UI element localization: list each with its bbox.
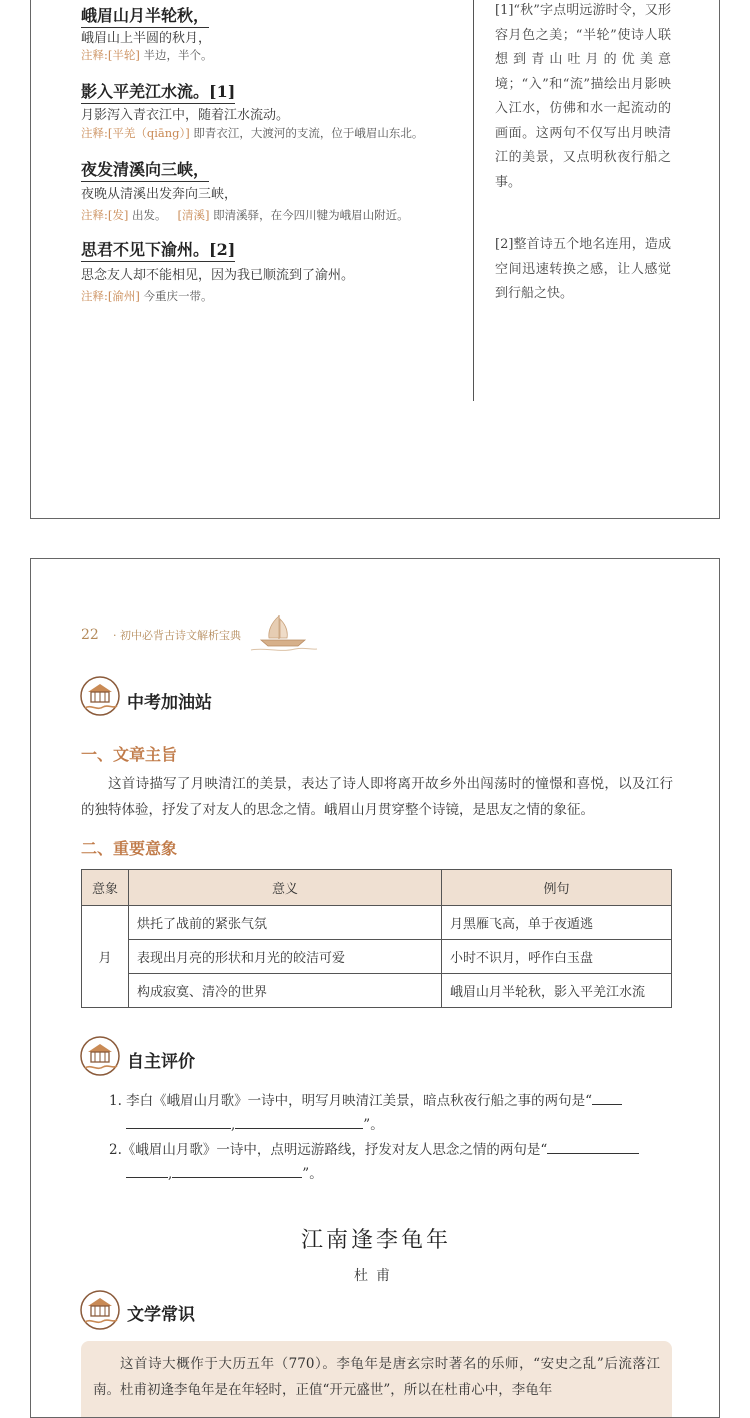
question-2-line-2: , ”。: [126, 1162, 323, 1182]
table-header-row: [82, 870, 672, 906]
top-page: [30, 0, 720, 519]
example-cell: 峨眉山月半轮秋，影入平羌江水流: [442, 974, 672, 1008]
page-number: 22: [81, 627, 99, 643]
side-note-1: [1]“秋”字点明远游时令，又形容月色之美；“半轮”使诗人联想到青山吐月的优美意境；“入”和“流”描绘出月影映入江水，仿佛和水一起流动的画面。这两句不仅写出月映清江的美景，又点明秋夜行船之事。: [495, 3, 671, 190]
verse-note-4: 注释:[渝州] 今重庆一带。: [81, 289, 213, 303]
page-22: [30, 558, 720, 1418]
answer-blank[interactable]: [547, 1141, 639, 1154]
example-cell: 月黑雁飞高，单于夜遁逃: [442, 906, 672, 940]
verse-line-4: 思君不见下渝州。[2]: [81, 237, 235, 262]
verse-translation-3: 夜晚从清溪出发奔向三峡，: [81, 187, 238, 202]
column-divider: [473, 0, 474, 401]
table-row: [82, 940, 672, 974]
answer-blank[interactable]: [172, 1165, 302, 1178]
answer-blank[interactable]: [592, 1092, 622, 1105]
question-2-line-1: 2.《峨眉山月歌》一诗中，点明远游路线，抒发对友人思念之情的两句是“: [109, 1138, 639, 1158]
question-1-line-1: 1. 李白《峨眉山月歌》一诗中，明写月映清江美景，暗点秋夜行船之事的两句是“: [109, 1089, 622, 1109]
pavilion-badge-icon: [79, 1035, 121, 1077]
section-title-literature: 文学常识: [127, 1305, 195, 1325]
theme-paragraph: 这首诗描写了月映清江的美景，表达了诗人即将离开故乡外出闯荡时的憧憬和喜悦，以及江行的独特体验，抒发了对友人的思念之情。峨眉山月贯穿整个诗镜，是思友之情的象征。: [81, 776, 673, 818]
meaning-cell: 表现出月亮的形状和月光的皎洁可爱: [129, 940, 442, 974]
subheading-imagery: 二、重要意象: [81, 839, 178, 858]
verse-note-2: 注释:[平羌（qiāng）] 即青衣江，大渡河的支流，位于峨眉山东北。: [81, 126, 424, 140]
pavilion-badge-icon: [79, 675, 121, 717]
verse-line-1: 峨眉山月半轮秋，: [81, 3, 209, 28]
verse-line-3: 夜发清溪向三峡，: [81, 157, 209, 182]
answer-blank[interactable]: [126, 1116, 231, 1129]
section-title-jiayouzhan: 中考加油站: [127, 693, 212, 713]
column-header: 意象: [82, 870, 129, 906]
verse-note-1: 注释:[半轮] 半边，半个。: [81, 48, 213, 62]
poem-author: 杜甫: [354, 1268, 398, 1284]
verse-translation-2: 月影泻入青衣江中，随着江水流动。: [81, 108, 290, 123]
verse-note-3: 注释:[发] 出发。 [清溪] 即清溪驿，在今四川犍为峨眉山附近。: [81, 208, 409, 222]
literature-info-box: 这首诗大概作于大历五年（770）。李龟年是唐玄宗时著名的乐师，“安史之乱”后流落江南。杜甫初逢李龟年是在年轻时，正值“开元盛世”，所以在杜甫心中，李龟年: [81, 1341, 672, 1418]
verse-translation-4: 思念友人却不能相见，因为我已顺流到了渝州。: [81, 268, 355, 283]
verse-translation-1: 峨眉山上半圆的秋月，: [81, 31, 212, 46]
imagery-table: [81, 869, 672, 1008]
subheading-theme: 一、文章主旨: [81, 745, 178, 764]
meaning-cell: 烘托了战前的紧张气氛: [129, 906, 442, 940]
table-row: [82, 974, 672, 1008]
poem-title: 江南逢李龟年: [300, 1228, 451, 1253]
question-1-line-2: , ”。: [126, 1113, 384, 1133]
example-cell: 小时不识月，呼作白玉盘: [442, 940, 672, 974]
table-row: [82, 906, 672, 940]
answer-blank[interactable]: [126, 1165, 168, 1178]
sailboat-icon: [249, 609, 319, 655]
meaning-cell: 构成寂寞、清冷的世界: [129, 974, 442, 1008]
column-header: 意义: [129, 870, 442, 906]
answer-blank[interactable]: [235, 1116, 363, 1129]
image-cell: 月: [82, 906, 129, 1008]
page-header: [81, 627, 241, 643]
verse-line-2: 影入平羌江水流。[1]: [81, 79, 235, 104]
column-header: 例句: [442, 870, 672, 906]
pavilion-badge-icon: [79, 1289, 121, 1331]
side-note-2: [2]整首诗五个地名连用，造成空间迅速转换之感，让人感觉到行船之快。: [495, 237, 671, 301]
section-title-self-assessment: 自主评价: [127, 1052, 195, 1072]
book-title: · 初中必背古诗文解析宝典: [112, 629, 241, 642]
